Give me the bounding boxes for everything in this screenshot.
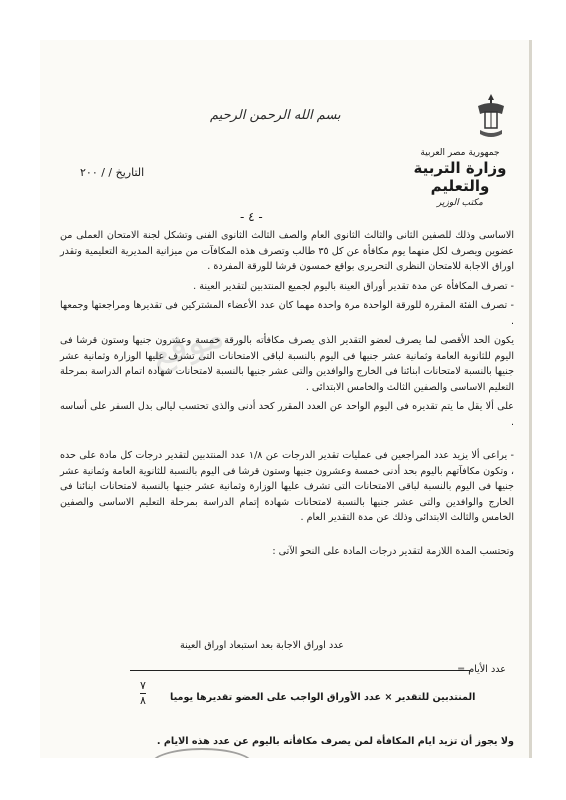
fraction-numerator: ٧ [140, 679, 146, 692]
final-line: ولا يجوز أن تزيد ايام المكافأة لمن يصرف مكافأته باليوم عن عدد هذه الايام . [156, 736, 514, 747]
official-stamp [150, 748, 254, 758]
date-label: التاريخ / / ٢٠٠ [80, 166, 145, 179]
ministry-name: وزارة التربية والتعليم [413, 159, 507, 195]
paragraph-7: وتحتسب المدة اللازمة لتقدير درجات المادة على النحو الآتى : [272, 545, 514, 557]
basmala: بسم الله الرحمن الرحيم [210, 108, 341, 123]
formula-divider [130, 670, 470, 671]
fraction-denominator: ٨ [140, 694, 146, 707]
document-body [60, 228, 514, 563]
days-formula [60, 640, 514, 740]
document-page [40, 40, 532, 758]
paragraph-6: - يراعى ألا يزيد عدد المراجعين فى عمليات تقدير الدرجات عن ١/٨ عدد المنتدبين لتقدير درجات كل مادة على حده ، وتكون مكافآتهم باليوم بحد أدنى خمسة وعشرون جنيها وستون قرشا فى اليوم بالنسبة للثانوية العامة وثمانية عشر جنيها فى اليوم بالنسبة لباقى الامتحانات التى تشرف عليها الوزارة وثمانية عشر جنيها بالنسبة لامتحانات ابنائنا فى الخارج والوافدين والتى عشر جنيها بالنسبة لامتحانات شهادة إتمام الدراسة بمرحلة التعليم الاساسى والصفين الخامس والثالث الابتدائى وذلك عن مدة التقدير العام . [60, 448, 514, 526]
eagle-emblem-icon [474, 92, 508, 140]
formula-numerator: عدد اوراق الاجابة بعد استبعاد اوراق العينة [180, 640, 345, 651]
paragraph-5: على ألا يقل ما يتم تقديره فى اليوم الواحد عن العدد المقرر كحد أدنى والذى تحتسب ليالى بدل السفر على أساسه . [60, 401, 514, 428]
paragraph-4: يكون الحد الأقصى لما يصرف لعضو التقدير الذى يصرف مكافأته بالورقة خمسة وعشرون جنيها وستون قرشا فى اليوم للثانوية العامة وثمانية عشر جنيها فى اليوم بالنسبة لباقى الامتحانات التى تشرف عليها الوزارة وثمانية عشر جنيها بالنسبة لامتحانات ابنائنا فى الخارج والوافدين والتى عشر جنيها بالنسبة لامتحانات شهادة اتمام الدراسة بمرحلة التعليم الاساسى والصفين الثالث والخامس الابتدائى . [60, 335, 514, 393]
country-name: جمهورية مصر العربية [420, 148, 500, 158]
formula-fraction [140, 680, 146, 707]
office-name: مكتب الوزير [437, 198, 483, 208]
formula-label: عدد الأيام = [457, 664, 506, 675]
formula-denominator: المنتدبين للتقدير × عدد الأوراق الواجب على العضو تقديرها يوميا [170, 692, 476, 703]
paragraph-1: الاساسى وذلك للصفين الثانى والثالث الثانوى العام والصف الثالث الثانوى الفنى وتشكل لجنة الامتحان العملى من عضوين ويصرف لكل منهما يوم مكافأة عن كل ٣٥ طالب وتصرف هذه المكافآت من ميزانية المديرية التعليمية وتقدر اوراق الاجابة للامتحان النظرى التحريرى بواقع خمسون قرشا للورقة المفردة . [60, 230, 514, 272]
watermark: موقع [145, 314, 229, 377]
page-number: - ٤ - [240, 210, 263, 224]
ministry-header [400, 148, 520, 208]
paragraph-3: - تصرف الفئة المقررة للورقة الواحدة مرة واحدة مهما كان عدد الأعضاء المشتركين فى تقديرها ومراجعتها وجمعها . [60, 298, 514, 329]
paragraph-2: - تصرف المكافأة عن مدة تقدير أوراق العينة باليوم لجميع المنتدبين لتقدير العينة . [60, 279, 514, 295]
